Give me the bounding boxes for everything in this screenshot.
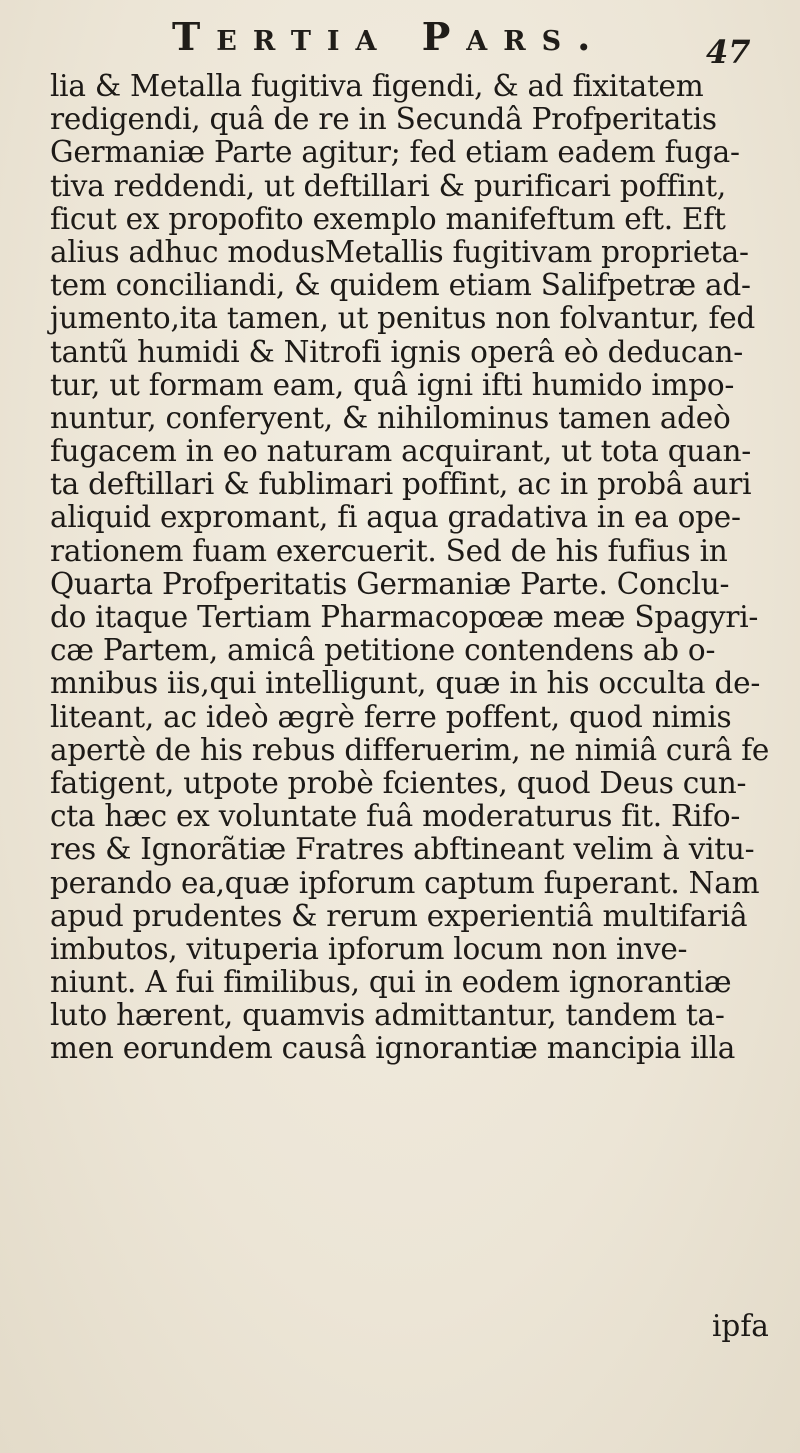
- text-line-1: lia & Metalla fugitiva figendi, & ad fixitatem: [50, 69, 704, 103]
- text-line-3: Germaniæ Parte agitur; fed etiam eadem fuga-: [50, 135, 740, 170]
- text-line-8: jumento,ita tamen, ut penitus non folvantur, fed: [50, 301, 756, 336]
- text-line-24: res & Ignorãtiæ Fratres abftineant velim à vitu-: [50, 832, 755, 867]
- text-line-26: apud prudentes & rerum experientiâ multifariâ: [50, 898, 748, 933]
- text-line-21: apertè de his rebus differuerim, ne nimiâ curâ fe: [50, 732, 770, 767]
- running-head: Tertia Pars.: [172, 14, 607, 59]
- text-line-30: men eorundem causâ ignorantiæ mancipia illa: [50, 1031, 736, 1066]
- text-line-10: tur, ut formam eam, quâ igni ifti humido impo-: [50, 367, 735, 402]
- text-line-18: cæ Partem, amicâ petitione contendens ab o-: [50, 633, 716, 668]
- text-line-4: tiva reddendi, ut deftillari & purificari poffint,: [50, 168, 727, 203]
- text-line-12: fugacem in eo naturam acquirant, ut tota quan-: [50, 434, 751, 469]
- text-line-5: ficut ex propofito exemplo manifeftum eft. Eft: [50, 201, 726, 236]
- catchword: ipfa: [712, 1309, 769, 1343]
- text-line-28: niunt. A fui fimilibus, qui in eodem ignorantiæ: [50, 965, 732, 1000]
- text-line-27: imbutos, vituperia ipforum locum non inve-: [50, 931, 688, 966]
- text-line-11: nuntur, conferyent, & nihilominus tamen adeò: [50, 400, 731, 435]
- text-line-29: luto hærent, quamvis admittantur, tandem ta-: [50, 998, 725, 1033]
- text-line-22: fatigent, utpote probè fcientes, quod Deus cun-: [50, 765, 747, 800]
- text-line-19: mnibus iis,qui intelligunt, quæ in his occulta de-: [50, 666, 761, 701]
- text-body: [50, 70, 770, 1066]
- text-line-23: cta hæc ex voluntate fuâ moderaturus fit. Rifo-: [50, 799, 741, 834]
- text-line-7: tem conciliandi, & quidem etiam Salifpetræ ad-: [50, 268, 751, 303]
- text-line-2: redigendi, quâ de re in Secundâ Profperitatis: [50, 102, 717, 137]
- text-line-6: alius adhuc modusMetallis fugitivam proprieta-: [50, 234, 749, 269]
- text-line-25: perando ea,quæ ipforum captum fuperant. Nam: [50, 865, 760, 900]
- page-number: 47: [706, 33, 751, 71]
- text-line-17: do itaque Tertiam Pharmacopœæ meæ Spagyri-: [50, 600, 759, 634]
- text-line-14: aliquid expromant, fi aqua gradativa in ea ope-: [50, 500, 741, 535]
- text-line-15: rationem fuam exercuerit. Sed de his fufius in: [50, 533, 728, 568]
- text-line-9: tantũ humidi & Nitrofi ignis operâ eò deducan-: [50, 334, 743, 369]
- text-line-16: Quarta Profperitatis Germaniæ Parte. Conclu-: [50, 566, 730, 601]
- text-line-13: ta deftillari & fublimari poffint, ac in probâ auri: [50, 467, 752, 502]
- text-line-20: liteant, ac ideò ægrè ferre poffent, quod nimis: [50, 699, 732, 734]
